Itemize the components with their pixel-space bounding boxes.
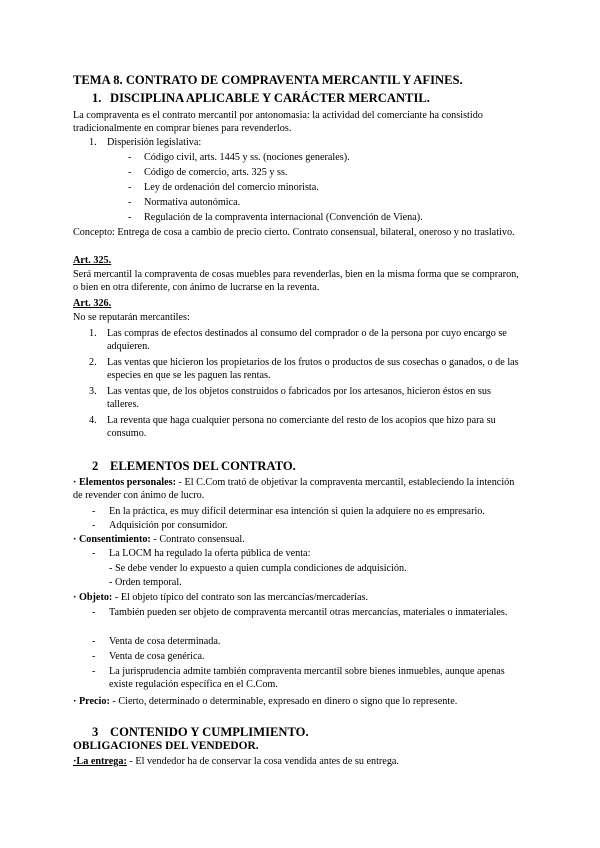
dash-marker: -	[92, 548, 96, 559]
seller-obligations-heading: OBLIGACIONES DEL VENDEDOR.	[73, 740, 259, 752]
section-title: DISCIPLINA APLICABLE Y CARÁCTER MERCANTIL.	[110, 91, 430, 105]
dash-marker: -	[128, 182, 132, 193]
item-text: Venta de cosa determinada.	[109, 636, 221, 647]
consent-subitem: - Se debe vender lo expuesto a quien cumpla condiciones de adquisición.	[109, 563, 407, 574]
delivery-label: ·La entrega:	[73, 756, 127, 767]
section-number: 3	[92, 725, 99, 739]
article-326-intro: No se reputarán mercantiles:	[73, 312, 190, 323]
consent-label: · Consentimiento:	[73, 534, 151, 545]
list-number: 1.	[89, 328, 97, 339]
dash-marker: -	[128, 152, 132, 163]
article-325-label: Art. 325.	[73, 255, 112, 266]
consent-subitem: - Orden temporal.	[109, 577, 182, 588]
dash-marker: -	[92, 520, 96, 531]
source-text: Ley de ordenación del comercio minorista.	[144, 182, 319, 193]
dash-marker: -	[92, 607, 96, 618]
list-text: La reventa que haga cualquier persona no comerciante del resto de los acopios que hizo para su consumo.	[107, 415, 496, 440]
section-number: 1.	[92, 91, 102, 105]
source-text: Código civil, arts. 1445 y ss. (nociones generales).	[144, 152, 350, 163]
object-label: · Objeto:	[73, 592, 113, 603]
item-text: La jurisprudencia admite también compraventa mercantil sobre bienes inmuebles, aunque apenas existe regulación específica en el C.Com.	[109, 666, 505, 691]
section-2-heading	[92, 459, 296, 474]
source-text: Regulación de la compraventa internacional (Convención de Viena).	[144, 212, 423, 223]
concept-paragraph: Concepto: Entrega de cosa a cambio de precio cierto. Contrato consensual, bilateral, oneroso y no traslativo.	[73, 227, 515, 238]
section-number: 2	[92, 459, 99, 473]
list-number: 4.	[89, 415, 97, 426]
dash-marker: -	[92, 666, 96, 677]
source-text: Código de comercio, arts. 325 y ss.	[144, 167, 288, 178]
item-text: Venta de cosa genérica.	[109, 651, 205, 662]
list-text: Las compras de efectos destinados al consumo del comprador o de la persona por cuyo encargo se adquieren.	[107, 328, 507, 353]
list-text: Las ventas que hicieron los propietarios de los frutos o productos de sus cosechas o ganados, o de las especies en que se les paguen las rentas.	[107, 357, 519, 382]
dash-marker: -	[128, 197, 132, 208]
personal-elements-paragraph	[73, 476, 525, 502]
object-paragraph	[73, 591, 525, 604]
article-326-label: Art. 326.	[73, 298, 112, 309]
price-paragraph	[73, 695, 525, 708]
object-text: - El objeto típico del contrato son las mercancías/mercaderías.	[112, 592, 369, 603]
list-number: 3.	[89, 386, 97, 397]
price-text: - Cierto, determinado o determinable, expresado en dinero o signo que lo represente.	[109, 696, 458, 707]
section-3-heading	[92, 725, 309, 740]
section-title: CONTENIDO Y CUMPLIMIENTO.	[110, 725, 309, 739]
dash-marker: -	[128, 167, 132, 178]
item-text: Adquisición por consumidor.	[109, 520, 228, 531]
list-number: 1.	[89, 137, 97, 148]
delivery-paragraph	[73, 755, 525, 768]
section-title: ELEMENTOS DEL CONTRATO.	[110, 459, 296, 473]
list-label: Disperisión legislativa:	[107, 137, 202, 148]
consent-text: - Contrato consensual.	[150, 534, 245, 545]
dash-marker: -	[92, 506, 96, 517]
personal-elements-text: - El C.Com trató de objetivar la compraventa mercantil, estableciendo la intención de revender con ánimo de lucro.	[73, 477, 515, 502]
item-text: También pueden ser objeto de compraventa mercantil otras mercancías, materiales o inmateriales.	[109, 607, 508, 618]
article-325-text: Será mercantil la compraventa de cosas muebles para revenderlas, bien en la misma forma que se compraron, o bien en otra diferente, con ánimo de lucrarse en la reventa.	[73, 269, 519, 294]
item-text: La LOCM ha regulado la oferta pública de venta:	[109, 548, 311, 559]
dash-marker: -	[128, 212, 132, 223]
list-text: Las ventas que, de los objetos construidos o fabricados por los artesanos, hicieron éstos en sus talleres.	[107, 386, 491, 411]
consent-paragraph	[73, 533, 525, 546]
intro-paragraph: La compraventa es el contrato mercantil por antonomasia: la actividad del comerciante ha consistido tradicionalmente en comprar bienes para revenderlos.	[73, 110, 483, 135]
personal-elements-label: · Elementos personales:	[73, 477, 176, 488]
list-number: 2.	[89, 357, 97, 368]
section-1-heading	[92, 91, 430, 106]
price-label: · Precio:	[73, 696, 110, 707]
delivery-text: - El vendedor ha de conservar la cosa vendida antes de su entrega.	[126, 756, 399, 767]
dash-marker: -	[92, 651, 96, 662]
source-text: Normativa autonómica.	[144, 197, 241, 208]
dash-marker: -	[92, 636, 96, 647]
item-text: En la práctica, es muy difícil determinar esa intención si quien la adquiere no es empresario.	[109, 506, 485, 517]
document-title: TEMA 8. CONTRATO DE COMPRAVENTA MERCANTIL Y AFINES.	[73, 73, 463, 87]
